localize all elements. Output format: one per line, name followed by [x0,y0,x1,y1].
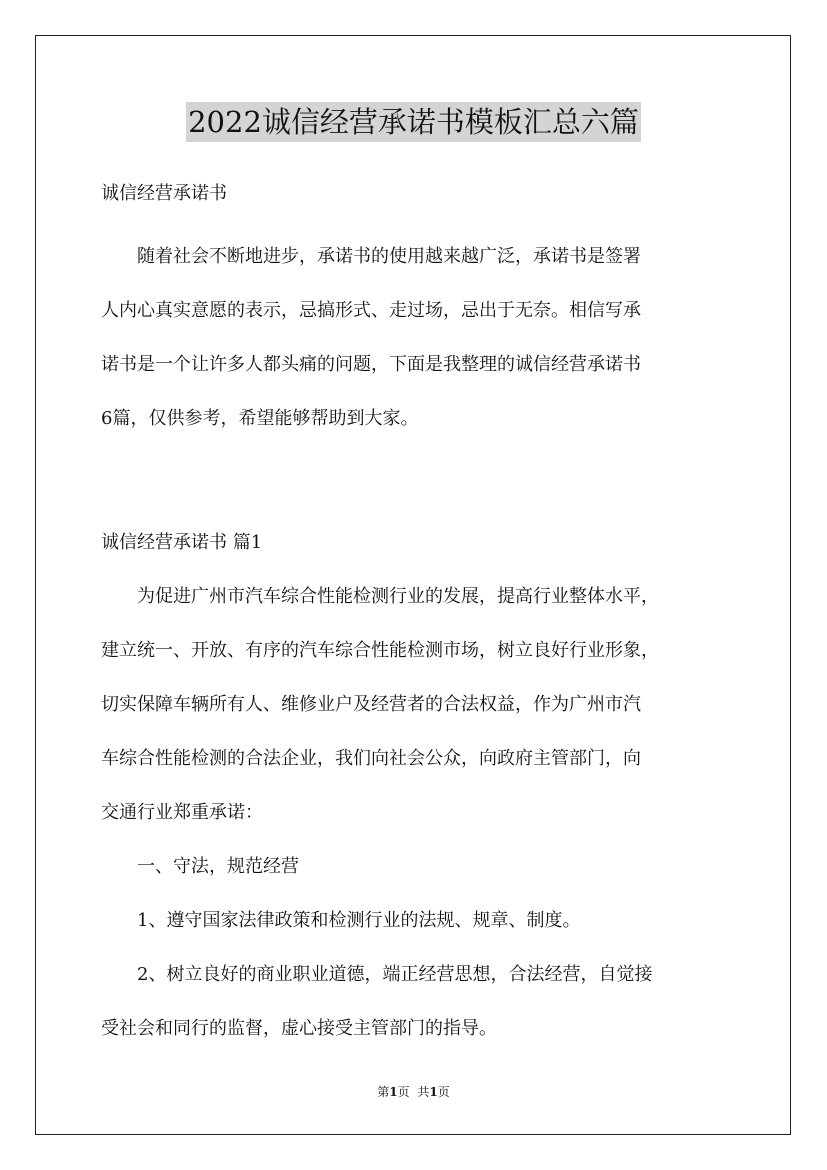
list-item-1: 1、遵守国家法律政策和检测行业的法规、规章、制度。 [137,910,581,931]
article-1-paragraph [101,570,729,840]
heading-article-1: 诚信经营承诺书 篇1 [101,532,263,553]
body-line: 建立统一、开放、有序的汽车综合性能检测市场，树立良好行业形象， [101,640,659,661]
page-footer: 第1页 共1页 [377,1085,450,1099]
total-pages-number: 1 [429,1085,438,1099]
title-container [0,102,827,142]
list-item-2: 2、树立良好的商业职业道德，端正经营思想，合法经营，自觉接 [137,964,653,985]
body-line: 车综合性能检测的合法企业，我们向社会公众，向政府主管部门，向 [101,748,641,769]
document-title: 2022诚信经营承诺书模板汇总六篇 [186,102,641,142]
intro-line: 诺书是一个让许多人都头痛的问题，下面是我整理的诚信经营承诺书 [101,354,641,375]
body-line: 交通行业郑重承诺： [101,802,263,823]
heading-commitment: 诚信经营承诺书 [101,183,227,204]
intro-line: 随着社会不断地进步，承诺书的使用越来越广泛，承诺书是签署 [137,246,641,267]
body-line: 切实保障车辆所有人、维修业户及经营者的合法权益，作为广州市汽 [101,694,641,715]
current-page-number: 1 [389,1085,398,1099]
intro-paragraph [101,230,729,446]
body-line: 为促进广州市汽车综合性能检测行业的发展，提高行业整体水平， [137,586,659,607]
document-body [101,176,729,1056]
intro-line: 6篇，仅供参考，希望能够帮助到大家。 [101,408,419,429]
intro-line: 人内心真实意愿的表示，忌搞形式、走过场，忌出于无奈。相信写承 [101,300,641,321]
section-heading-1: 一、守法，规范经营 [137,856,299,877]
list-item-2-continued: 受社会和同行的监督，虚心接受主管部门的指导。 [101,1018,497,1039]
